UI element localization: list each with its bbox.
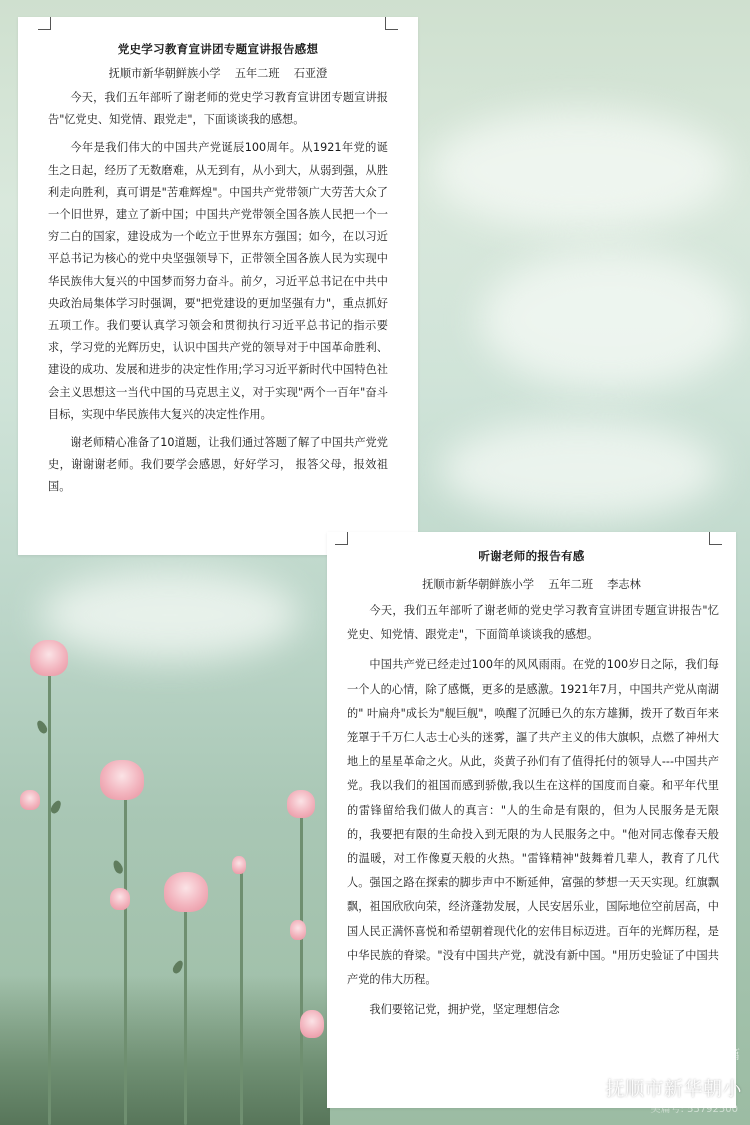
essay-paragraph: 我们要铭记党，拥护党，坚定理想信念 <box>369 1003 560 1017</box>
pink-flower <box>232 856 246 874</box>
pink-flower <box>300 1010 324 1038</box>
pink-flower <box>30 640 68 676</box>
essay-paragraph: 今年是我们伟大的中国共产党诞辰100周年。从1921年党的诞生之日起，经历了无数磨难，从无到有，从小到大，从弱到强，从胜利走向胜利，真可谓是"苦难辉煌"。中国共产党带领广大劳苦大众了一个旧世界，建立了新中国；中国共产党带领全国各族人民把一个一穷二白的国家，建设成为一个屹立于世界东方强国；如今，在以习近平总书记为核心的党中央坚强领导下，正带领全国各族人民为实现中华民族伟大复兴的中国梦而努力奋斗。前夕，习近平总书记在中共中央政治局集体学习时强调，要"把党建设的更加坚强有力"，重点抓好五项工作。我们要认真学习领会和贯彻执行习近平总书记的指示要求，学习党的光辉历史，认识中国共产党的领导对于中国革命胜利、建设的成功、发展和进步的决定性作用;学习习近平新时代中国特色社会主义思想这一当代中国的马克思主义，对于实现"两个一百年"奋斗目标，实现中华民族伟大复兴的决定性作用。 <box>48 141 388 421</box>
essay-byline: 抚顺市新华朝鲜族小学 五年二班 石亚澄 <box>108 67 328 80</box>
essay-title: 听谢老师的报告有感 <box>478 549 585 563</box>
pink-flower <box>20 790 40 810</box>
essay-body <box>347 599 719 1028</box>
crop-mark <box>335 532 348 545</box>
cloud <box>40 570 300 660</box>
essay-card-li-zhilin <box>327 532 736 1108</box>
flower-stem <box>124 790 127 1125</box>
pink-flower <box>290 920 306 940</box>
flower-stem <box>184 900 187 1125</box>
leaf <box>49 799 63 815</box>
crop-mark <box>385 17 398 30</box>
pink-flower <box>164 872 208 912</box>
pink-flower <box>100 760 144 800</box>
leaf <box>111 859 124 875</box>
essay-card-shi-yacheng <box>18 17 418 555</box>
essay-title: 党史学习教育宣讲团专题宣讲报告感想 <box>117 42 319 56</box>
pink-flower <box>287 790 315 818</box>
meipian-watermark: 美篇 <box>713 1048 740 1063</box>
pink-flower <box>110 888 130 910</box>
essay-paragraph: 今天，我们五年部听了谢老师的党史学习教育宣讲团专题宣讲报告"忆党史、知党情、跟党走"，下面谈谈我的感想。 <box>48 91 388 127</box>
crop-mark <box>38 17 51 30</box>
flower-stem <box>300 815 303 1125</box>
essay-byline: 抚顺市新华朝鲜族小学 五年二班 李志林 <box>422 578 641 591</box>
flower-stem <box>240 870 243 1125</box>
crop-mark <box>709 532 722 545</box>
cloud <box>430 110 730 230</box>
leaf <box>35 719 49 735</box>
cloud <box>440 420 720 520</box>
cloud <box>480 250 740 390</box>
flower-stem <box>48 672 51 1125</box>
essay-paragraph: 谢老师精心准备了10道题，让我们通过答题了解了中国共产党党史，谢谢谢老师。我们要学会感恩，好好学习， 报答父母，报效祖国。 <box>48 436 388 494</box>
leaf <box>171 959 185 975</box>
essay-paragraph: 中国共产党已经走过100年的风风雨雨。在党的100岁日之际，我们每一个人的心情，除了感慨，更多的是感激。1921年7月，中国共产党从南湖的" 叶扁舟"成长为"舰巨舰"，唤醒了沉睡已久的东方雄狮，拨开了数百年来笼罩于千万仁人志士心头的迷雾，謳了共产主义的伟大旗帜，点燃了神州大地上的星星革命之火。从此，炎黄子孙们有了值得托付的领导人---中国共产党。我以我们的祖国而感到骄傲,我以生在这样的国度而自豪。和平年代里的雷锋留给我们做人的真言："人的生命是有限的，但为人民服务是无限的，我要把有限的生命投入到无限的为人民服务之中。"他对同志像春天般的温暖，对工作像夏天般的火热。"雷锋精神"鼓舞着几辈人，教育了几代人。强国之路在探索的脚步声中不断延伸，富强的梦想一天天实现。红旗飘飘，祖国欣欣向荣，经济蓬勃发展，人民安居乐业，国际地位空前居高，中国人民正满怀喜悦和希望朝着现代化的宏伟目标迈进。百年的光辉历程，是中华民族的脊梁。"没有中国共产党，就没有新中国。"用历史验证了中国共产党的伟大历程。 <box>347 658 719 987</box>
account-watermark: 抚顺市新华朝小 <box>605 1078 742 1100</box>
meipian-id-watermark: 美篇号: 55792500 <box>650 1104 738 1115</box>
wechat-official-account-icon <box>578 1081 600 1099</box>
essay-body <box>48 87 388 505</box>
essay-paragraph: 今天，我们五年部听了谢老师的党史学习教育宣讲团专题宣讲报告"忆党史、知党情、跟党走"，下面简单谈谈我的感想。 <box>347 604 719 642</box>
